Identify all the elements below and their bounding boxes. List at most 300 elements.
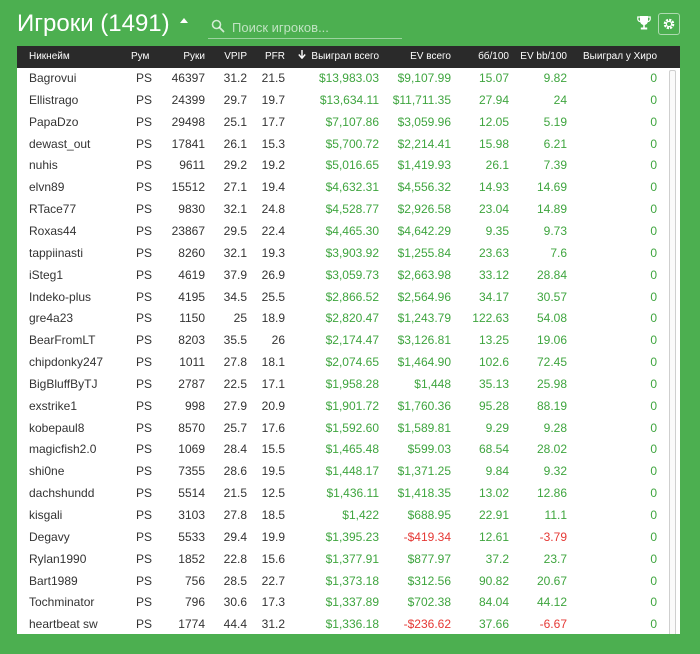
cell-room: PS — [136, 573, 153, 588]
cell-won-total: $3,903.92 — [325, 245, 379, 260]
cell-vpip: 27.8 — [223, 355, 247, 370]
page-header — [0, 0, 700, 46]
column-header-won-total[interactable] — [289, 46, 379, 68]
cell-won-total: $1,448.17 — [325, 464, 379, 479]
cell-ev-bb100: 25.98 — [536, 376, 567, 391]
cell-ev-total: -$236.62 — [403, 617, 451, 632]
column-header-bb100[interactable]: бб/100 — [478, 51, 509, 62]
cell-ev-bb100: 23.7 — [543, 551, 567, 566]
vertical-scrollbar[interactable] — [666, 68, 680, 634]
cell-ev-bb100: 9.28 — [543, 420, 567, 435]
cell-nickname: exstrike1 — [29, 398, 78, 413]
cell-nickname: dachshundd — [29, 486, 95, 501]
cell-won-vs-hero: 0 — [650, 529, 657, 544]
cell-ev-bb100: 44.12 — [536, 595, 567, 610]
cell-nickname: heartbeat sw — [29, 617, 98, 632]
cell-nickname: BearFromLT — [29, 333, 96, 348]
cell-ev-bb100: 30.57 — [536, 289, 567, 304]
cell-hands: 1011 — [179, 355, 205, 370]
cell-room: PS — [136, 595, 153, 610]
cell-won-vs-hero: 0 — [650, 573, 657, 588]
cell-bb100: 68.54 — [478, 442, 509, 457]
cell-won-vs-hero: 0 — [650, 355, 657, 370]
cell-pfr: 19.2 — [261, 158, 285, 173]
cell-nickname: chipdonky247 — [29, 355, 104, 370]
cell-won-total: $4,465.30 — [325, 223, 379, 238]
cell-room: PS — [136, 289, 153, 304]
table-row[interactable] — [17, 330, 665, 352]
cell-ev-total: $3,059.96 — [397, 114, 451, 129]
search-input[interactable] — [232, 17, 397, 37]
cell-ev-total: $9,107.99 — [397, 71, 451, 85]
cell-ev-total: $1,760.36 — [397, 398, 451, 413]
cell-hands: 3103 — [178, 508, 205, 522]
scrollbar-thumb[interactable] — [669, 70, 676, 634]
cell-vpip: 44.4 — [223, 617, 247, 632]
cell-nickname: Roxas44 — [29, 223, 77, 238]
cell-vpip: 31.2 — [223, 71, 247, 85]
cell-bb100: 9.35 — [485, 223, 509, 238]
cell-won-vs-hero: 0 — [650, 289, 657, 304]
cell-ev-bb100: 9.82 — [543, 71, 567, 85]
cell-pfr: 12.5 — [261, 486, 285, 501]
players-table — [17, 46, 680, 634]
cell-ev-bb100: 11.1 — [544, 508, 567, 522]
cell-vpip: 27.1 — [223, 180, 247, 195]
cell-bb100: 23.63 — [478, 245, 509, 260]
table-row[interactable] — [17, 90, 665, 112]
cell-won-vs-hero: 0 — [650, 114, 657, 129]
cell-nickname: RTace77 — [29, 202, 77, 217]
cell-bb100: 35.13 — [478, 376, 509, 391]
cell-nickname: Bagrovui — [29, 71, 77, 85]
cell-pfr: 21.5 — [261, 71, 285, 85]
cell-won-total: $1,373.18 — [325, 573, 379, 588]
cell-ev-bb100: 28.84 — [536, 267, 567, 282]
cell-vpip: 22.5 — [223, 376, 247, 391]
cell-room: PS — [136, 136, 153, 151]
cell-ev-total: $312.56 — [407, 573, 451, 588]
cell-nickname: iSteg1 — [29, 267, 64, 282]
cell-room: PS — [136, 311, 153, 326]
column-header-ev-bb100[interactable]: EV bb/100 — [520, 51, 567, 62]
cell-bb100: 14.93 — [478, 180, 509, 195]
cell-room: PS — [136, 158, 153, 173]
cell-bb100: 122.63 — [472, 311, 509, 326]
cell-vpip: 32.1 — [223, 245, 247, 260]
cell-vpip: 28.5 — [223, 573, 247, 588]
page-title: Игроки (1491) — [17, 10, 170, 37]
cell-won-total: $13,634.11 — [319, 92, 379, 107]
cell-ev-bb100: 19.06 — [536, 333, 567, 348]
cell-won-vs-hero: 0 — [650, 71, 657, 85]
cell-nickname: gre4a23 — [29, 311, 74, 326]
cell-hands: 5514 — [178, 486, 205, 501]
cell-room: PS — [136, 355, 153, 370]
cell-won-total: $1,395.23 — [325, 529, 379, 544]
cell-nickname: BigBluffByTJ — [29, 376, 98, 391]
cell-vpip: 35.5 — [223, 333, 247, 348]
cell-ev-bb100: 9.32 — [543, 464, 567, 479]
cell-bb100: 102.6 — [478, 355, 509, 370]
cell-ev-bb100: 20.67 — [536, 573, 567, 588]
cell-hands: 756 — [184, 573, 205, 588]
cell-won-total: $1,436.11 — [326, 486, 379, 501]
cell-nickname: Bart1989 — [29, 573, 78, 588]
cell-pfr: 15.6 — [261, 551, 285, 566]
cell-vpip: 29.7 — [223, 92, 247, 107]
cell-won-vs-hero: 0 — [650, 617, 657, 632]
table-row[interactable] — [17, 352, 665, 374]
cell-pfr: 15.3 — [261, 136, 285, 151]
cell-won-vs-hero: 0 — [650, 398, 657, 413]
cell-nickname: magicfish2.0 — [29, 442, 97, 457]
cell-hands: 1150 — [179, 311, 205, 326]
cell-hands: 8203 — [178, 333, 205, 348]
column-header-ev-total[interactable]: EV всего — [410, 51, 451, 62]
cell-ev-total: $3,126.81 — [397, 333, 451, 348]
cell-hands: 8260 — [178, 245, 205, 260]
cell-nickname: Ellistrago — [29, 92, 79, 107]
cell-ev-total: $1,243.79 — [397, 311, 451, 326]
cell-nickname: PapaDzo — [29, 114, 79, 129]
cell-pfr: 26.9 — [261, 267, 285, 282]
cell-bb100: 15.07 — [478, 71, 509, 85]
search-bar — [208, 16, 402, 39]
cell-pfr: 24.8 — [261, 202, 285, 217]
cell-bb100: 95.28 — [478, 398, 509, 413]
cell-room: PS — [136, 617, 153, 632]
cell-pfr: 25.5 — [261, 289, 285, 304]
cell-nickname: Degavy — [29, 529, 70, 544]
cell-vpip: 26.1 — [223, 136, 247, 151]
cell-pfr: 18.5 — [261, 508, 285, 522]
table-row[interactable] — [17, 287, 665, 309]
cell-won-total: $1,592.60 — [325, 420, 379, 435]
cell-ev-total: $1,419.93 — [397, 158, 451, 173]
cell-ev-bb100: 7.6 — [550, 245, 567, 260]
cell-room: PS — [136, 223, 153, 238]
table-row[interactable] — [17, 68, 665, 90]
table-row[interactable] — [17, 483, 665, 505]
cell-hands: 1774 — [178, 617, 205, 632]
cell-vpip: 30.6 — [223, 595, 247, 610]
cell-bb100: 34.17 — [478, 289, 509, 304]
cell-pfr: 26 — [271, 333, 285, 348]
cell-won-vs-hero: 0 — [650, 376, 657, 391]
table-row[interactable] — [17, 177, 665, 199]
cell-ev-bb100: 72.45 — [536, 355, 567, 370]
cell-ev-total: $11,711.35 — [392, 92, 451, 107]
cell-hands: 1852 — [178, 551, 205, 566]
cell-bb100: 37.66 — [478, 617, 509, 632]
cell-bb100: 9.29 — [485, 420, 509, 435]
table-row[interactable] — [17, 527, 665, 549]
cell-bb100: 9.84 — [485, 464, 509, 479]
table-row[interactable] — [17, 614, 665, 634]
table-row[interactable] — [17, 265, 665, 287]
cell-vpip: 27.8 — [223, 508, 247, 522]
cell-room: PS — [136, 333, 153, 348]
cell-nickname: dewast_out — [29, 136, 91, 151]
cell-hands: 7355 — [178, 464, 205, 479]
table-row[interactable] — [17, 199, 665, 221]
cell-pfr: 19.9 — [261, 529, 285, 544]
cell-vpip: 25 — [233, 311, 247, 326]
cell-won-vs-hero: 0 — [650, 333, 657, 348]
table-row[interactable] — [17, 439, 665, 461]
arrow-down-icon — [298, 50, 306, 59]
cell-bb100: 23.04 — [478, 202, 509, 217]
cell-won-vs-hero: 0 — [650, 486, 657, 501]
column-header-nickname[interactable]: Никнейм — [29, 51, 70, 62]
cell-won-vs-hero: 0 — [650, 551, 657, 566]
column-header-pfr[interactable]: PFR — [265, 51, 285, 62]
table-row[interactable] — [17, 221, 665, 243]
table-row[interactable] — [17, 571, 665, 593]
cell-bb100: 13.02 — [478, 486, 509, 501]
cell-pfr: 31.2 — [261, 617, 285, 632]
cell-hands: 15512 — [171, 180, 205, 195]
cell-won-vs-hero: 0 — [650, 267, 657, 282]
cell-hands: 29498 — [171, 114, 205, 129]
cell-ev-bb100: 28.02 — [536, 442, 567, 457]
cell-bb100: 37.2 — [485, 551, 509, 566]
cell-ev-bb100: 12.86 — [536, 486, 567, 501]
caret-up-icon[interactable] — [180, 18, 188, 23]
cell-room: PS — [136, 420, 153, 435]
cell-pfr: 19.4 — [261, 180, 285, 195]
cell-pfr: 19.7 — [261, 92, 285, 107]
cell-won-total: $2,074.65 — [325, 355, 379, 370]
cell-vpip: 25.7 — [223, 420, 247, 435]
cell-bb100: 22.91 — [478, 508, 509, 522]
cell-ev-bb100: 5.19 — [543, 114, 567, 129]
cell-won-vs-hero: 0 — [650, 223, 657, 238]
cell-hands: 46397 — [171, 71, 205, 85]
cell-bb100: 12.05 — [478, 114, 509, 129]
cell-won-total: $3,059.73 — [325, 267, 379, 282]
cell-room: PS — [136, 267, 153, 282]
cell-nickname: Rylan1990 — [29, 551, 87, 566]
cell-bb100: 12.61 — [478, 529, 509, 544]
cell-won-vs-hero: 0 — [650, 92, 657, 107]
cell-nickname: elvn89 — [29, 180, 65, 195]
table-row[interactable] — [17, 592, 665, 614]
cell-won-total: $4,632.31 — [325, 180, 379, 195]
column-header-hands[interactable]: Руки — [183, 51, 205, 62]
cell-vpip: 28.6 — [223, 464, 247, 479]
cell-hands: 8570 — [178, 420, 205, 435]
table-row[interactable] — [17, 134, 665, 156]
cell-ev-bb100: 88.19 — [536, 398, 567, 413]
cell-pfr: 19.3 — [261, 245, 285, 260]
cell-room: PS — [136, 245, 153, 260]
cell-won-total: $7,107.86 — [325, 114, 379, 129]
cell-vpip: 29.4 — [223, 529, 247, 544]
cell-nickname: Indeko-plus — [29, 289, 92, 304]
cell-room: PS — [136, 202, 153, 217]
column-header-won-vs-hero[interactable]: Выиграл у Хиро — [583, 51, 657, 62]
cell-nickname: Tochminator — [29, 595, 95, 610]
cell-vpip: 29.5 — [223, 223, 247, 238]
table-row[interactable] — [17, 243, 665, 265]
table-row[interactable] — [17, 374, 665, 396]
cell-pfr: 18.9 — [261, 311, 285, 326]
cell-hands: 4619 — [178, 267, 205, 282]
cell-hands: 998 — [184, 398, 205, 413]
cell-won-vs-hero: 0 — [650, 508, 657, 522]
cell-won-vs-hero: 0 — [650, 464, 657, 479]
cell-ev-bb100: -3.79 — [539, 529, 567, 544]
cell-won-total: $5,700.72 — [325, 136, 379, 151]
cell-nickname: kobepaul8 — [29, 420, 85, 435]
cell-ev-total: $4,642.29 — [397, 223, 451, 238]
column-header-vpip[interactable]: VPIP — [224, 51, 247, 62]
cell-pfr: 17.3 — [261, 595, 285, 610]
cell-ev-total: $877.97 — [407, 551, 451, 566]
cell-ev-total: $4,556.32 — [397, 180, 451, 195]
table-row[interactable] — [17, 418, 665, 440]
cell-ev-bb100: 9.73 — [543, 223, 567, 238]
cell-ev-total: $1,464.90 — [397, 355, 451, 370]
cell-bb100: 13.25 — [478, 333, 509, 348]
cell-hands: 1069 — [178, 442, 205, 457]
cell-room: PS — [136, 464, 153, 479]
cell-vpip: 29.2 — [223, 158, 247, 173]
table-row[interactable] — [17, 155, 665, 177]
cell-hands: 23867 — [171, 223, 205, 238]
cell-nickname: tappiinasti — [29, 245, 84, 260]
table-row[interactable] — [17, 461, 665, 483]
search-icon — [211, 19, 225, 33]
cell-won-total: $1,337.89 — [325, 595, 379, 610]
cell-pfr: 15.5 — [261, 442, 285, 457]
cell-ev-total: $1,448 — [414, 376, 451, 391]
cell-ev-bb100: 54.08 — [536, 311, 567, 326]
cell-won-total: $1,422 — [342, 508, 379, 522]
cell-bb100: 27.94 — [478, 92, 509, 107]
cell-ev-total: $688.95 — [407, 508, 451, 522]
cell-room: PS — [136, 71, 153, 85]
column-header-won-total-label: Выиграл всего — [311, 51, 379, 62]
cell-room: PS — [136, 529, 153, 544]
cell-won-total: $13,983.03 — [318, 71, 379, 85]
cell-room: PS — [136, 92, 153, 107]
cell-hands: 796 — [184, 595, 205, 610]
cell-vpip: 34.5 — [223, 289, 247, 304]
cell-pfr: 19.5 — [261, 464, 285, 479]
cell-hands: 4195 — [178, 289, 205, 304]
cell-won-total: $1,377.91 — [325, 551, 379, 566]
cell-hands: 2787 — [178, 376, 205, 391]
cell-won-vs-hero: 0 — [650, 311, 657, 326]
table-row[interactable] — [17, 396, 665, 418]
cell-ev-total: $2,564.96 — [397, 289, 451, 304]
cell-won-vs-hero: 0 — [650, 158, 657, 173]
cell-pfr: 18.1 — [261, 355, 285, 370]
cell-pfr: 22.7 — [261, 573, 285, 588]
cell-won-vs-hero: 0 — [650, 595, 657, 610]
table-row[interactable] — [17, 112, 665, 134]
cell-nickname: kisgali — [29, 508, 63, 522]
cell-ev-bb100: 6.21 — [543, 136, 567, 151]
cell-ev-bb100: 7.39 — [543, 158, 567, 173]
cell-ev-total: -$419.34 — [403, 529, 451, 544]
cell-ev-total: $1,418.35 — [397, 486, 451, 501]
cell-bb100: 26.1 — [485, 158, 509, 173]
gear-icon — [662, 17, 676, 31]
cell-nickname: nuhis — [29, 158, 58, 173]
cell-room: PS — [136, 180, 153, 195]
cell-bb100: 33.12 — [478, 267, 509, 282]
table-header-row — [17, 46, 680, 68]
cell-ev-total: $2,214.41 — [397, 136, 451, 151]
table-row[interactable] — [17, 505, 665, 527]
cell-ev-total: $702.38 — [407, 595, 451, 610]
cell-room: PS — [136, 442, 153, 457]
cell-ev-bb100: -6.67 — [539, 617, 567, 632]
table-row[interactable] — [17, 549, 665, 571]
cell-ev-bb100: 14.89 — [536, 202, 567, 217]
cell-room: PS — [136, 114, 153, 129]
table-row[interactable] — [17, 308, 665, 330]
settings-button[interactable] — [658, 13, 680, 35]
cell-won-total: $4,528.77 — [325, 202, 379, 217]
cell-won-vs-hero: 0 — [650, 180, 657, 195]
cell-won-vs-hero: 0 — [650, 245, 657, 260]
cell-ev-bb100: 24 — [553, 92, 567, 107]
cell-won-vs-hero: 0 — [650, 136, 657, 151]
cell-nickname: shi0ne — [29, 464, 65, 479]
cell-vpip: 27.9 — [223, 398, 247, 413]
column-header-room[interactable]: Рум — [131, 51, 150, 62]
cell-ev-total: $2,926.58 — [397, 202, 451, 217]
cell-vpip: 37.9 — [223, 267, 247, 282]
cell-ev-total: $1,255.84 — [397, 245, 451, 260]
cell-ev-bb100: 14.69 — [536, 180, 567, 195]
cell-hands: 9830 — [178, 202, 205, 217]
cell-room: PS — [136, 376, 153, 391]
cell-vpip: 22.8 — [223, 551, 247, 566]
cell-ev-total: $599.03 — [407, 442, 451, 457]
trophy-icon[interactable] — [637, 15, 651, 31]
cell-pfr: 17.7 — [261, 114, 285, 129]
cell-won-vs-hero: 0 — [650, 420, 657, 435]
cell-won-total: $5,016.65 — [325, 158, 379, 173]
cell-won-total: $1,958.28 — [325, 376, 379, 391]
cell-vpip: 21.5 — [223, 486, 247, 501]
cell-bb100: 15.98 — [478, 136, 509, 151]
cell-room: PS — [136, 508, 153, 522]
cell-pfr: 17.1 — [261, 376, 285, 391]
cell-won-total: $2,820.47 — [325, 311, 379, 326]
cell-hands: 17841 — [171, 136, 205, 151]
cell-hands: 9611 — [179, 158, 205, 173]
cell-ev-total: $1,589.81 — [397, 420, 451, 435]
cell-pfr: 22.4 — [261, 223, 285, 238]
cell-won-vs-hero: 0 — [650, 202, 657, 217]
cell-room: PS — [136, 551, 153, 566]
cell-pfr: 17.6 — [261, 420, 285, 435]
cell-won-vs-hero: 0 — [650, 442, 657, 457]
cell-ev-total: $1,371.25 — [397, 464, 451, 479]
cell-won-total: $2,174.47 — [325, 333, 379, 348]
cell-won-total: $1,901.72 — [325, 398, 379, 413]
cell-pfr: 20.9 — [261, 398, 285, 413]
cell-bb100: 90.82 — [478, 573, 509, 588]
cell-hands: 5533 — [178, 529, 205, 544]
